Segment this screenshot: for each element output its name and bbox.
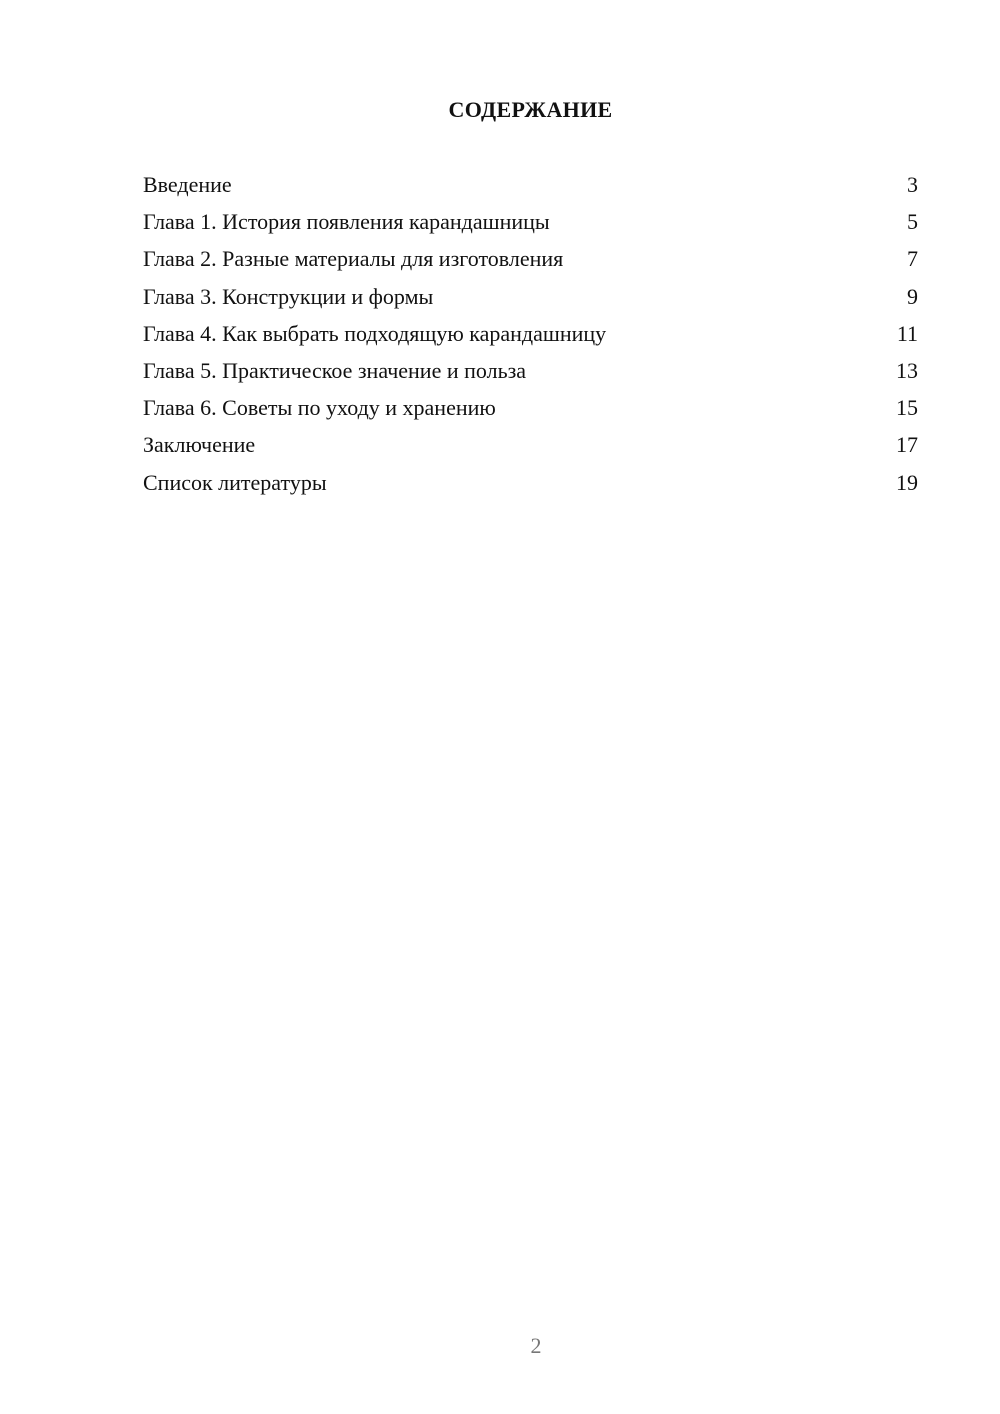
toc-entry-page: 7: [907, 246, 918, 272]
footer-page-number: 2: [530, 1333, 542, 1358]
toc-entry-label: Глава 3. Конструкции и формы: [143, 283, 434, 309]
toc-entry-chapter-4[interactable]: [143, 317, 918, 354]
toc-entry-chapter-6[interactable]: [143, 391, 918, 428]
toc-entry-chapter-2[interactable]: [143, 242, 918, 279]
toc-entry-label: Список литературы: [143, 469, 327, 495]
toc-entry-label: Глава 5. Практическое значение и польза: [143, 357, 527, 383]
toc-entry-label: Введение: [143, 172, 232, 197]
toc-entry-page: 15: [896, 395, 918, 421]
toc-entry-label: Глава 2. Разные материалы для изготовления: [143, 246, 564, 272]
toc-entry-chapter-1[interactable]: [143, 205, 918, 242]
toc-entry-chapter-5[interactable]: [143, 354, 918, 391]
toc-entry-page: 9: [907, 283, 918, 309]
toc-entry-introduction[interactable]: [143, 168, 918, 205]
toc-entry-page: 5: [907, 209, 918, 235]
toc-entry-bibliography[interactable]: [143, 466, 918, 503]
page-title: СОДЕРЖАНИЕ: [448, 97, 613, 122]
toc-entry-page: 13: [896, 357, 918, 383]
toc-entry-page: 19: [896, 469, 918, 495]
toc-entry-page: 17: [896, 432, 918, 458]
toc-entry-label: Глава 4. Как выбрать подходящую карандашницу: [143, 320, 607, 346]
toc-entry-label: Глава 6. Советы по уходу и хранению: [143, 395, 496, 421]
toc-entry-conclusion[interactable]: [143, 428, 918, 465]
table-of-contents: [143, 168, 918, 503]
toc-entry-label: Глава 1. История появления карандашницы: [143, 209, 550, 235]
toc-entry-page: 3: [907, 172, 918, 197]
toc-entry-page: 11: [896, 320, 918, 346]
toc-entry-label: Заключение: [143, 432, 256, 458]
toc-entry-chapter-3[interactable]: [143, 280, 918, 317]
